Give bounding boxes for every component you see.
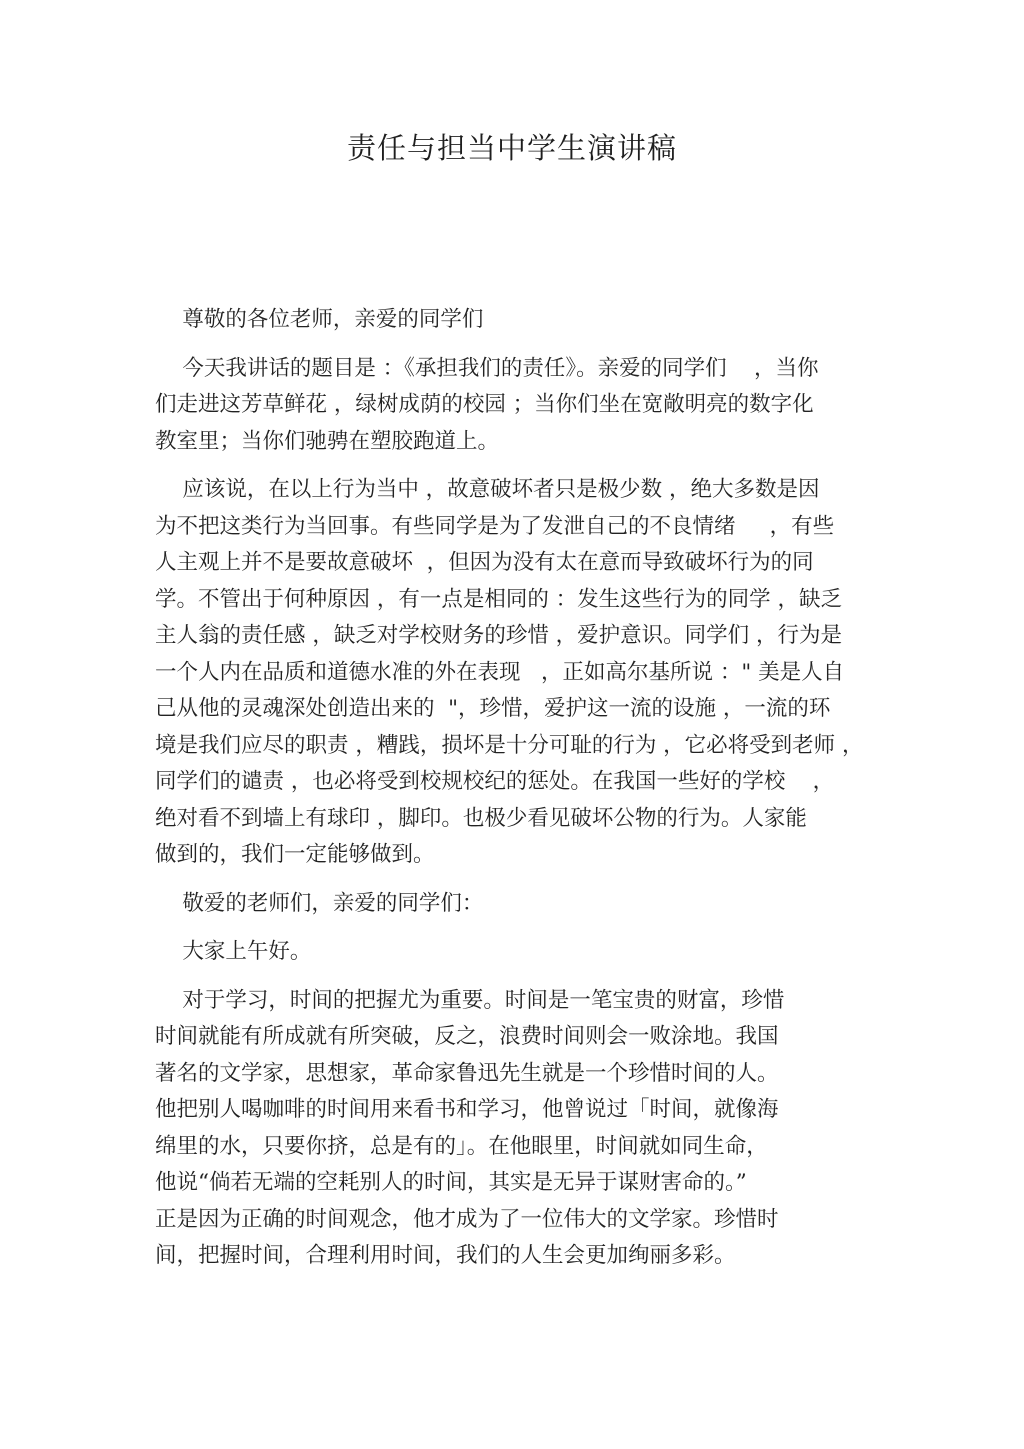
- paragraph-line: 著名的文学家，思想家，革命家鲁迅先生就是一个珍惜时间的人。: [155, 1060, 779, 1086]
- paragraph-line: 教室里；当你们驰骋在塑胶跑道上。: [155, 428, 500, 454]
- paragraph-line: 尊敬的各位老师，亲爱的同学们: [155, 307, 484, 332]
- paragraph-line: 大家上午好。: [155, 939, 312, 964]
- paragraph-line: 们走进这芳草鲜花 ，绿树成荫的校园 ；当你们坐在宽敞明亮的数字化: [155, 392, 814, 417]
- paragraph-line: 人主观上并不是要故意破坏 ，但因为没有太在意而导致破坏行为的同: [155, 550, 814, 575]
- paragraph-greeting: [155, 886, 885, 923]
- paragraph-line: 为不把这类行为当回事。有些同学是为了发泄自己的不良情绪 ，有些: [155, 513, 835, 539]
- paragraph-line: 他把别人喝咖啡的时间用来看书和学习，他曾说过「时间，就像海: [155, 1097, 779, 1122]
- paragraph-line: 时间就能有所成就有所突破，反之，浪费时间则会一败涂地。我国: [155, 1024, 779, 1049]
- paragraph-responsibility: [155, 472, 885, 874]
- paragraph-line: 一个人内在品质和道德水准的外在表现 ，正如高尔基所说 ：" 美是人自: [155, 659, 845, 685]
- paragraph-line: 他说“倘若无端的空耗别人的时间，其实是无异于谋财害命的。”: [155, 1170, 747, 1195]
- paragraph-line: 应该说，在以上行为当中 ，故意破坏者只是极少数 ，绝大多数是因: [155, 477, 820, 502]
- paragraph-topic: [155, 351, 885, 461]
- paragraph-salutation: [155, 302, 885, 339]
- paragraph-good-morning: [155, 934, 885, 971]
- paragraph-line: 主人翁的责任感 ，缺乏对学校财务的珍惜 ，爱护意识。同学们 ，行为是: [155, 623, 843, 648]
- paragraph-line: 学。不管出于何种原因 ，有一点是相同的 ：发生这些行为的同学 ，缺乏: [155, 586, 843, 612]
- paragraph-line: 正是因为正确的时间观念，他才成为了一位伟大的文学家。珍惜时: [155, 1206, 779, 1232]
- paragraph-line: 今天我讲话的题目是 ：《承担我们的责任》。亲爱的同学们 ，当你: [155, 355, 819, 381]
- paragraph-line: 己从他的灵魂深处创造出来的 "，珍惜，爱护这一流的设施 ，一流的环: [155, 696, 831, 721]
- paragraph-line: 同学们的谴责 ，也必将受到校规校纪的惩处。在我国一些好的学校 ，: [155, 769, 835, 794]
- paragraph-line: 绝对看不到墙上有球印 ，脚印。也极少看见破坏公物的行为。人家能: [155, 805, 807, 831]
- paragraph-line: 敬爱的老师们，亲爱的同学们：: [155, 890, 484, 916]
- paragraph-line: 对于学习，时间的把握尤为重要。时间是一笔宝贵的财富，珍惜: [155, 987, 785, 1013]
- document-body: [155, 302, 885, 1287]
- document-title: 责任与担当中学生演讲稿: [346, 131, 677, 165]
- paragraph-line: 境是我们应尽的职责 ，糟践，损坏是十分可耻的行为 ，它必将受到老师 ，: [155, 732, 864, 758]
- paragraph-time: [155, 983, 885, 1275]
- paragraph-line: 间，把握时间，合理利用时间，我们的人生会更加绚丽多彩。: [155, 1243, 736, 1268]
- paragraph-line: 做到的，我们一定能够做到。: [155, 842, 435, 867]
- paragraph-line: 绵里的水，只要你挤，总是有的」。在他眼里，时间就如同生命，: [155, 1133, 768, 1159]
